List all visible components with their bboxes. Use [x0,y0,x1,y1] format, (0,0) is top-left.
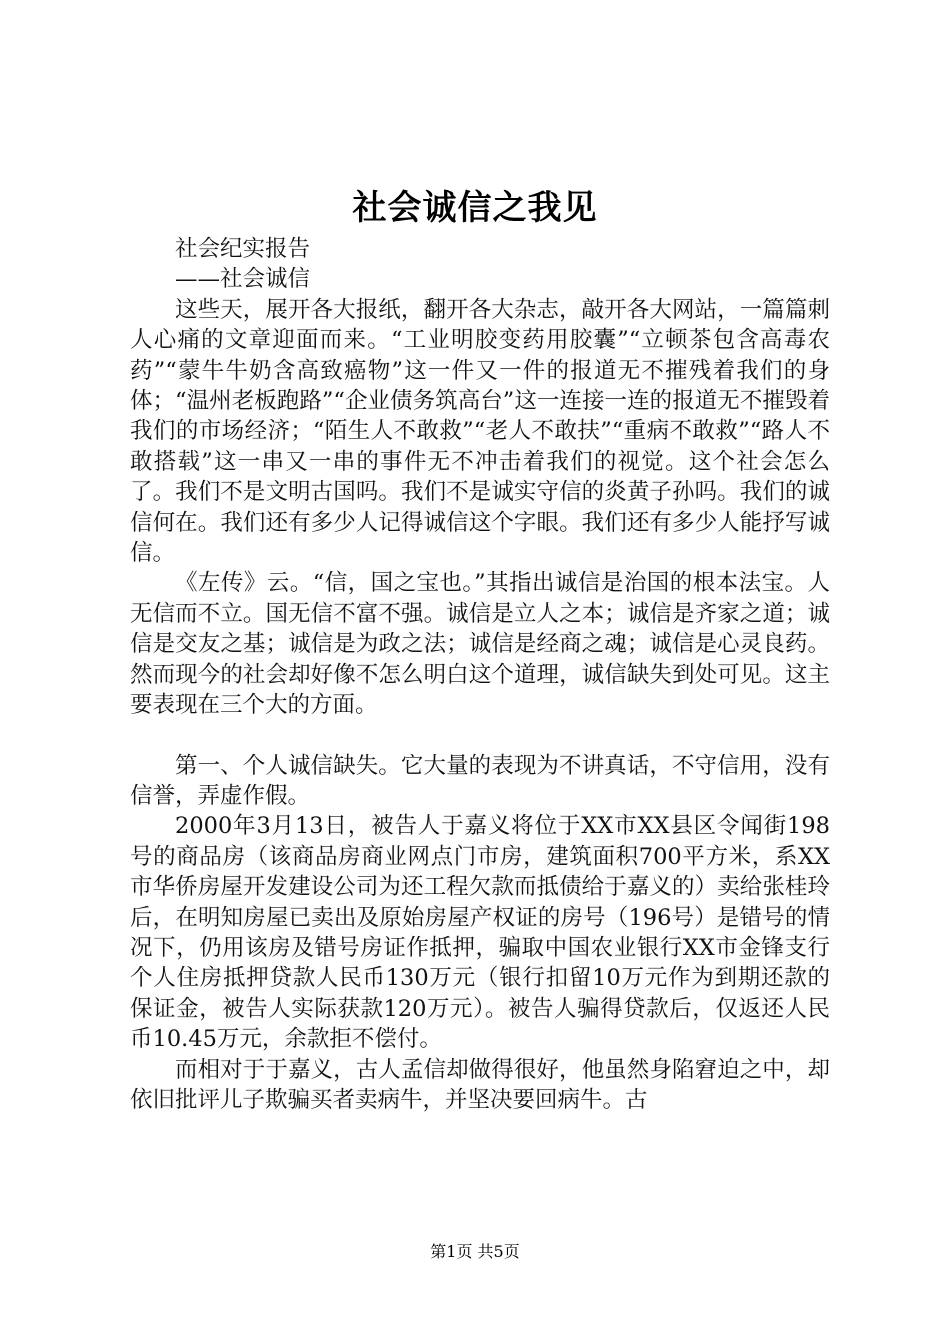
paragraph: 而相对于于嘉义，古人孟信却做得很好，他虽然身陷窘迫之中，却依旧批评儿子欺骗买者卖病牛，并坚决要回病牛。古 [130,1056,830,1113]
report-type: 社会纪实报告 [175,236,311,262]
document-body [130,234,830,1115]
paragraph: 这些天，展开各大报纸，翻开各大杂志，敲开各大网站，一篇篇刺人心痛的文章迎面而来。“工业明胶变药用胶囊”“立顿茶包含高毒农药”“蒙牛牛奶含高致癌物”这一件又一件的报道无不摧残着我们的身体；“温州老板跑路”“企业债务筑高台”这一连接一连的报道无不摧毁着我们的市场经济；“陌生人不敢救”“老人不敢扶”“重病不敢救”“路人不敢搭载”这一串又一串的事件无不冲击着我们的视觉。这个社会怎么了。我们不是文明古国吗。我们不是诚实守信的炎黄子孙吗。我们的诚信何在。我们还有多少人记得诚信这个字眼。我们还有多少人能抒写诚信。 [130,296,830,567]
report-subtitle: ——社会诚信 [175,266,311,293]
paragraph: 2000年3月13日，被告人于嘉义将位于XX市XX县区令闻街198号的商品房（该商品房商业网点门市房，建筑面积700平方米，系XX市华侨房屋开发建设公司为还工程欠款而抵债给于嘉义的）卖给张桂玲后，在明知房屋已卖出及原始房屋产权证的房号（196号）是错号的情况下，仍用该房及错号房证作抵押，骗取中国农业银行XX市金锋支行个人住房抵押贷款人民币130万元（银行扣留10万元作为到期还款的保证金，被告人实际获款120万元）。被告人骗得贷款后，仅返还人民币10.45万元，余款拒不偿付。 [130,813,830,1053]
document-title: 社会诚信之我见 [352,188,598,228]
paragraph: 第一、个人诚信缺失。它大量的表现为不讲真话，不守信用，没有信誉，弄虚作假。 [130,752,830,809]
page-number: 第1页 共5页 [430,1242,520,1261]
paragraph: 《左传》云。“信，国之宝也。”其指出诚信是治国的根本法宝。人无信而不立。国无信不富不强。诚信是立人之本；诚信是齐家之道；诚信是交友之基；诚信是为政之法；诚信是经商之魂；诚信是心灵良药。然而现今的社会却好像不怎么明白这个道理，诚信缺失到处可见。这主要表现在三个大的方面。 [130,570,830,719]
